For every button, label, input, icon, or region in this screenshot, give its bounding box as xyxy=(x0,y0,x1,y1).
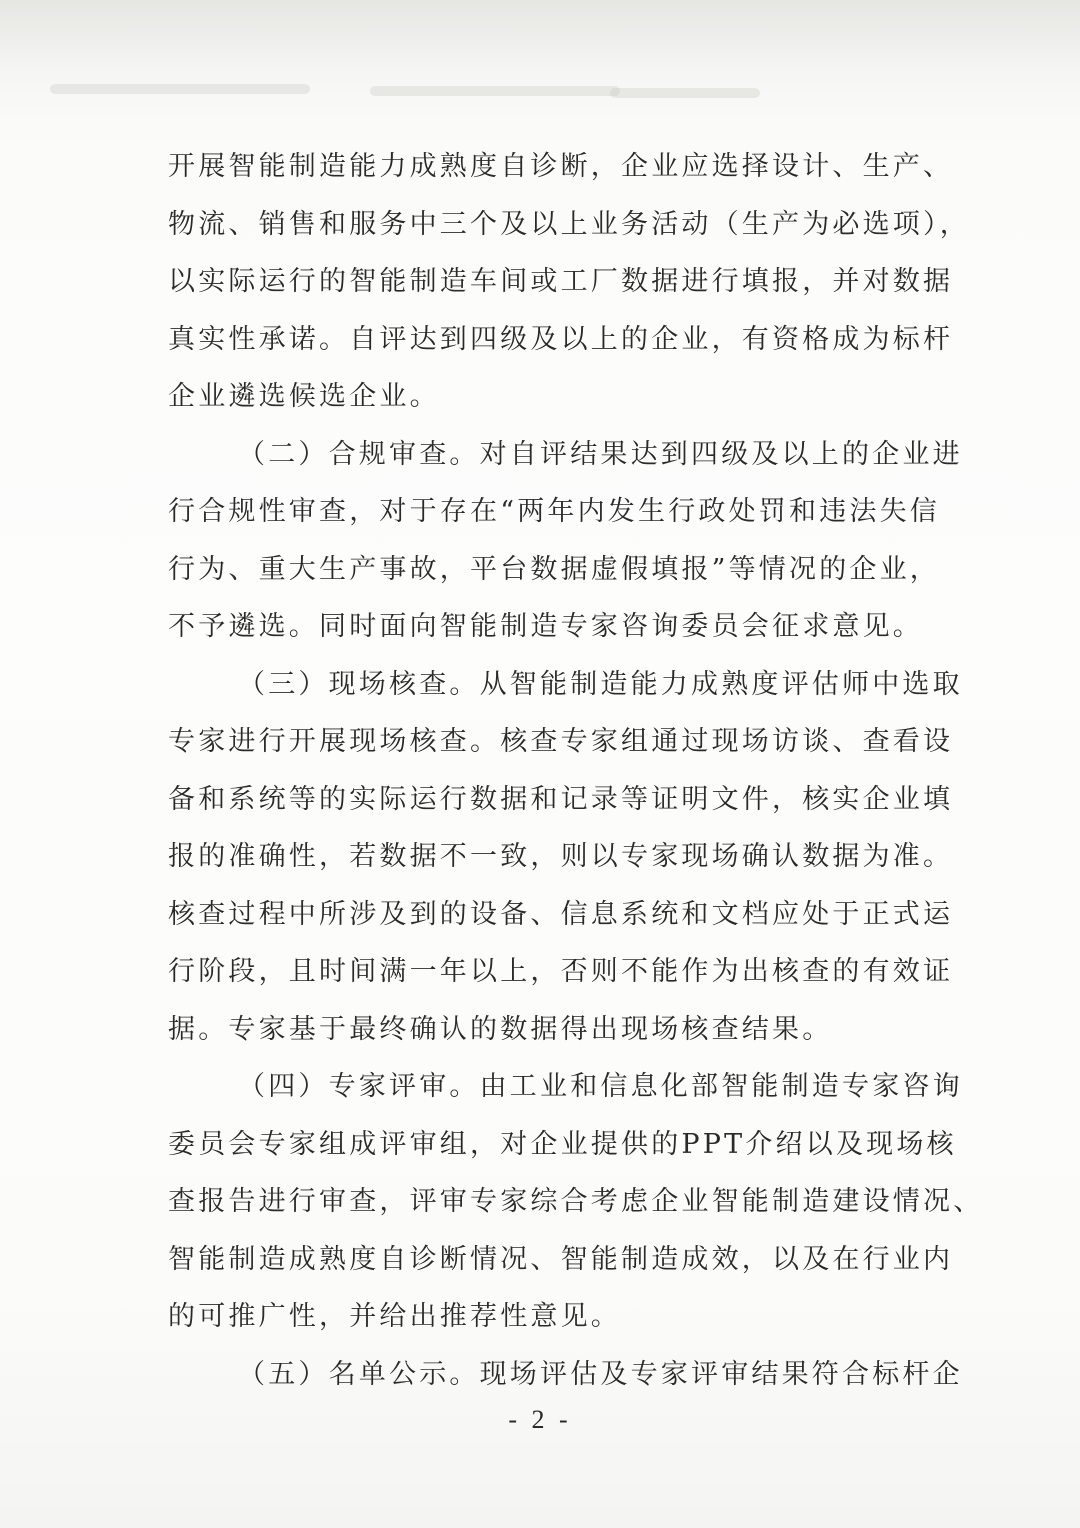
body-text xyxy=(168,138,984,1403)
paragraph-line: 查报告进行审查，评审专家综合考虑企业智能制造建设情况、 xyxy=(168,1186,984,1217)
paragraph-line: 备和系统等的实际运行数据和记录等证明文件，核实企业填 xyxy=(168,783,954,815)
section-heading-line: （二）合规审查。对自评结果达到四级及以上的企业进 xyxy=(238,438,963,470)
paragraph-line: 行合规性审查，对于存在“两年内发生行政处罚和违法失信 xyxy=(168,496,941,527)
section-heading-line: （三）现场核查。从智能制造能力成熟度评估师中选取 xyxy=(238,668,963,700)
section-heading-line: （五）名单公示。现场评估及专家评审结果符合标杆企 xyxy=(238,1358,963,1390)
paragraph-line: 企业遴选候选企业。 xyxy=(168,381,440,412)
bleed-through-line xyxy=(370,86,620,96)
paragraph-line: 开展智能制造能力成熟度自诊断，企业应选择设计、生产、 xyxy=(168,151,954,182)
page-number: - 2 - xyxy=(508,1405,572,1434)
paragraph-line: 不予遴选。同时面向智能制造专家咨询委员会征求意见。 xyxy=(168,611,923,642)
paragraph-line: 据。专家基于最终确认的数据得出现场核查结果。 xyxy=(168,1013,833,1045)
paragraph-line: 物流、销售和服务中三个及以上业务活动（生产为必选项）， xyxy=(168,208,970,240)
paragraph-line: 智能制造成熟度自诊断情况、智能制造成效，以及在行业内 xyxy=(168,1243,954,1275)
paragraph-line: 的可推广性，并给出推荐性意见。 xyxy=(168,1301,621,1332)
paragraph-line: 委员会专家组成评审组，对企业提供的PPT介绍以及现场核 xyxy=(168,1128,957,1160)
paragraph-line: 行为、重大生产事故，平台数据虚假填报”等情况的企业， xyxy=(168,553,941,585)
paragraph-line: 以实际运行的智能制造车间或工厂数据进行填报，并对数据 xyxy=(168,266,954,297)
paragraph-line: 专家进行开展现场核查。核查专家组通过现场访谈、查看设 xyxy=(168,726,954,757)
paragraph-line: 行阶段，且时间满一年以上，否则不能作为出核查的有效证 xyxy=(168,956,954,987)
section-heading-line: （四）专家评审。由工业和信息化部智能制造专家咨询 xyxy=(238,1071,963,1102)
paragraph-line: 核查过程中所涉及到的设备、信息系统和文档应处于正式运 xyxy=(168,898,954,930)
scan-shadow xyxy=(0,0,1080,120)
bleed-through-line xyxy=(50,84,310,94)
paragraph-line: 真实性承诺。自评达到四级及以上的企业，有资格成为标杆 xyxy=(168,323,954,355)
paragraph-line: 报的准确性，若数据不一致，则以专家现场确认数据为准。 xyxy=(168,841,954,872)
bleed-through-line xyxy=(610,88,760,98)
